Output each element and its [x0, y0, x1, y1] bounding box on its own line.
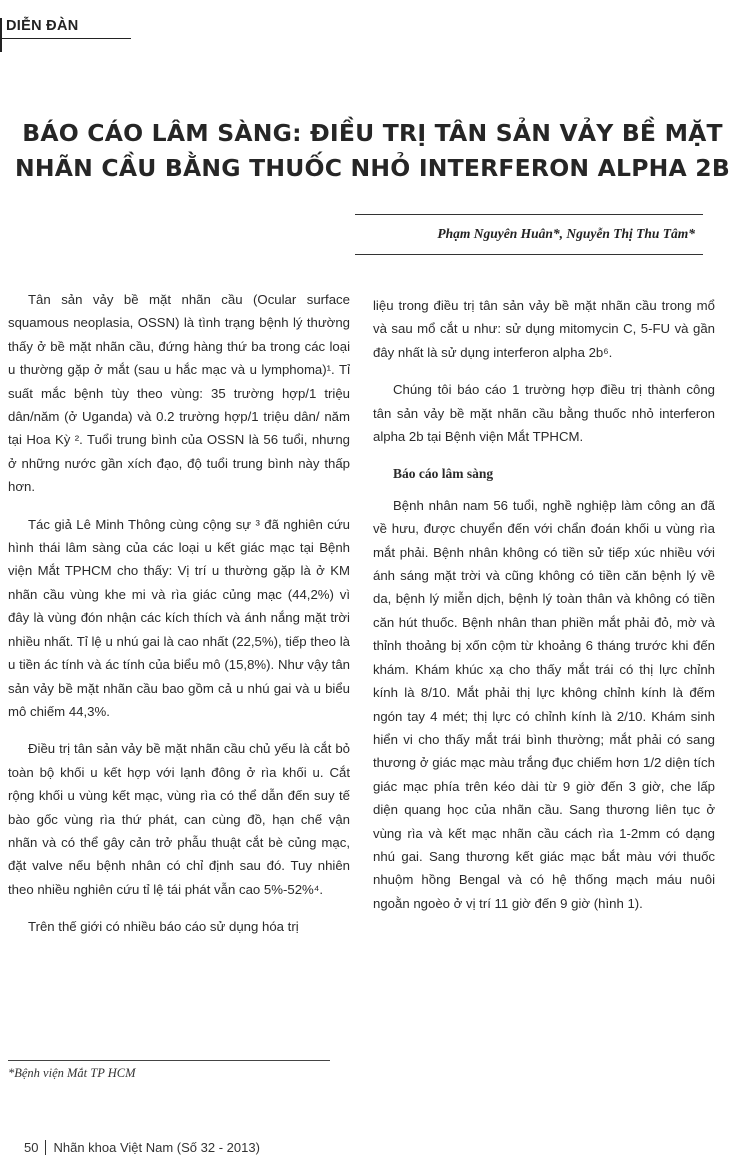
right-column: [373, 294, 715, 929]
journal-name: Nhãn khoa Việt Nam (Số 32 - 2013): [53, 1140, 260, 1155]
title-line-2: NHÃN CẦU BẰNG THUỐC NHỎ INTERFERON ALPHA 2B: [15, 154, 730, 182]
author-rule-bottom: [355, 254, 703, 255]
page-number: 50: [24, 1140, 46, 1155]
footnote-rule: [8, 1060, 330, 1061]
section-bar: [0, 18, 2, 52]
paragraph: Điều trị tân sản vảy bề mặt nhãn cầu chủ yếu là cắt bỏ toàn bộ khối u kết hợp với lạnh đông ở rìa khối u. Cắt rộng khối u vùng kết mạc, vùng rìa có thể dẫn đến suy tế bào gốc vùng rìa thứ phát, can cùng đồ, hạn chế vận nhãn và có thể gây cản trở phẫu thuật cắt bè củng mạc, đặt valve nếu bệnh nhân có chỉ định sau đó. Tuy nhiên theo nhiều nghiên cứu tỉ lệ tái phát vẫn cao 5%-52%⁴.: [8, 741, 350, 897]
paragraph: Tác giả Lê Minh Thông cùng cộng sự ³ đã nghiên cứu hình thái lâm sàng của các loại u kết giác mạc tại Bệnh viện Mắt TPHCM cho thấy: Vị trí u thường gặp là ở KM nhãn cầu vùng khe mi và rìa giác củng mạc (44,2%) vì đây là vùng đón nhận các kích thích và ánh nắng mặt trời nhiều nhất. Tỉ lệ u nhú gai là cao nhất (22,5%), tiếp theo là u tiền ác tính và ác tính của biểu mô (15,8%). Như vậy tân sản vảy bề mặt nhãn cầu bao gồm cả u nhú gai và u biểu mô chiếm 44,3%.: [8, 516, 350, 719]
paragraph: Chúng tôi báo cáo 1 trường hợp điều trị thành công tân sản vảy bề mặt nhãn cầu bằng thuốc nhỏ interferon alpha 2b tại Bệnh viện Mắt TPHCM.: [373, 382, 715, 445]
paragraph: Bệnh nhân nam 56 tuổi, nghề nghiệp làm công an đã về hưu, được chuyển đến với chẩn đoán khối u vùng rìa mắt phải. Bệnh nhân không có tiền sử tiếp xúc nhiều với ánh sáng mặt trời và cũng không có tiền căn bệnh lý về da, bệnh lý miễn dịch, bệnh lý toàn thân và không có tiền căn hút thuốc. Bệnh nhân than phiền mắt phải đỏ, mờ và thỉnh thoảng bị xốn cộm từ khoảng 6 tháng trước khi đến khám. Khám khúc xạ cho thấy mắt trái có thị lực chỉnh kính là 8/10. Mắt phải thị lực không chỉnh kính là đếm ngón tay 4 mét; thị lực có chỉnh kính là 2/10. Khám sinh hiển vi cho thấy mắt trái bình thường; mắt phải có sang thương ở giác mạc màu trắng đục chiếm hơn 1/2 diện tích giác mạc phía trên kéo dài từ 9 giờ đến 3 giờ, che lấp diện quang học của nhãn cầu. Sang thương liên tục ở vùng rìa và kết mạc nhãn cầu cách rìa 1-2mm có dạng nhú gai. Sang thương kết giác mạc bắt màu với thuốc nhuộm hồng Bengal và có hệ thống mạch máu nuôi ngoằn ngoèo ở vị trí 11 giờ đến 9 giờ (hình 1).: [373, 497, 715, 911]
title-line-1: BÁO CÁO LÂM SÀNG: ĐIỀU TRỊ TÂN SẢN VẢY BỀ MẶT: [22, 119, 723, 147]
authors: Phạm Nguyên Huân*, Nguyễn Thị Thu Tâm*: [437, 226, 695, 241]
paragraph: liệu trong điều trị tân sản vảy bề mặt nhãn cầu trong mổ và sau mổ cắt u như: sử dụng mitomycin C, 5-FU và gần đây nhất là sử dụng interferon alpha 2b⁶.: [373, 298, 715, 360]
footnote: *Bệnh viện Mắt TP HCM: [8, 1066, 136, 1080]
author-rule-top: [355, 214, 703, 215]
paragraph: Tân sản vảy bề mặt nhãn cầu (Ocular surface squamous neoplasia, OSSN) là tình trạng bệnh lý thường thấy ở bề mặt nhãn cầu, đứng hàng thứ ba trong các loại u thường gặp ở mắt (sau u hắc mạc và u lymphoma)¹. Tỉ suất mắc bệnh tùy theo vùng: 35 trường hợp/1 triệu dân/năm (ở Uganda) và 0.2 trường hợp/1 triệu dân/ năm tại Hoa Kỳ ². Tuổi trung bình của OSSN là 56 tuổi, nhưng ở những nước gần xích đạo, độ tuổi trung bình này thấp hơn.: [8, 292, 350, 495]
left-column: [8, 288, 350, 953]
paragraph: Trên thế giới có nhiều báo cáo sử dụng hóa trị: [28, 919, 299, 935]
section-heading: Báo cáo lâm sàng: [393, 466, 494, 482]
section-label-text: DIỄN ĐÀN: [6, 18, 79, 34]
section-label: [0, 18, 131, 39]
page-footer: [24, 1140, 260, 1155]
article-title: [0, 116, 745, 186]
